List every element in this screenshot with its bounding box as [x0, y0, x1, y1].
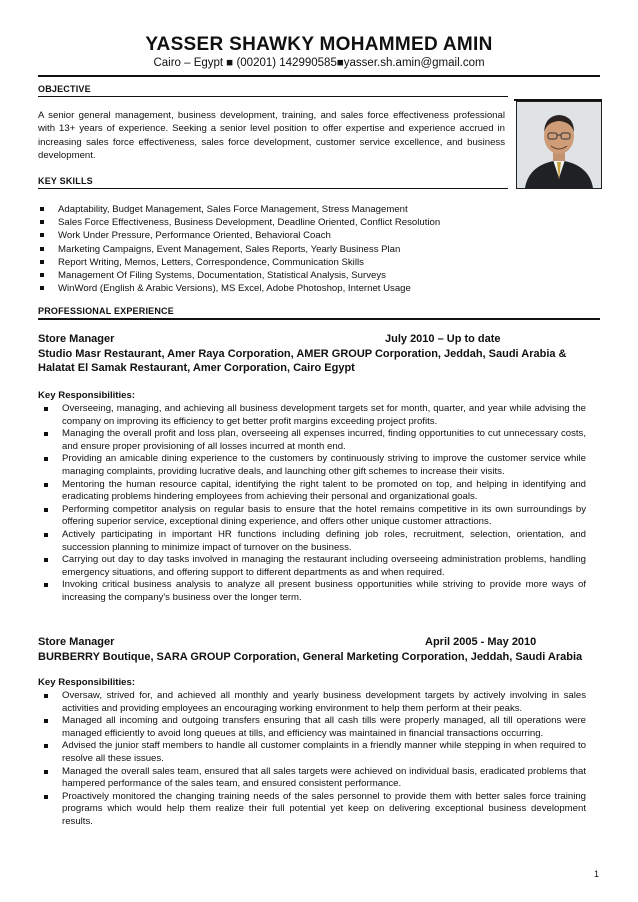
list-item: Report Writing, Memos, Letters, Correspondence, Communication Skills: [38, 256, 508, 269]
objective-text: A senior general management, business development, training, and sales force effectiveness professional with 13+ years of experience. Seeking a senior level position to offer expertise and experience accrued in increasing sales force effectiveness, sales force development, customer service excellence, and business development.: [38, 110, 505, 162]
objective-divider: [38, 96, 508, 97]
job-responsibilities: [38, 690, 586, 829]
bullet-icon: [44, 432, 48, 436]
bullet-icon: [40, 233, 44, 237]
bullet-icon: [44, 508, 48, 512]
job-dates: July 2010 – Up to date: [385, 333, 501, 345]
bullet-icon: [44, 407, 48, 411]
responsibilities-heading: Key Responsibilities:: [38, 677, 136, 688]
list-item: Overseeing, managing, and achieving all business development targets set for month, quarter, and year while advising the company on improving its efficiency to get better profit margins exceeding project profits.: [38, 403, 586, 428]
photo-frame-top: [514, 99, 602, 101]
header-divider: [38, 75, 600, 77]
list-item: Actively participating in important HR functions including defining job roles, recruitment, selection, orientation, and succession planning to minimize impact of turnover on the business.: [38, 529, 586, 554]
bullet-icon: [40, 220, 44, 224]
profile-photo: [516, 101, 602, 189]
bullet-icon: [40, 260, 44, 264]
experience-divider: [38, 318, 600, 320]
bullet-icon: [40, 207, 44, 211]
candidate-name: YASSER SHAWKY MOHAMMED AMIN: [145, 34, 493, 55]
list-item: Managing the overall profit and loss plan, overseeing all expenses incurred, finding opportunities to cut unnecessary costs, and ensure proper provisioning of all losses incurred at month end.: [38, 428, 586, 453]
contact-line: Cairo – Egypt ■ (00201) 142990585■yasser.sh.amin@gmail.com: [153, 57, 485, 69]
list-item: Invoking critical business analysis to analyze all present business opportunities while striving to provide more ways of increasing the company's business over the longer term.: [38, 579, 586, 604]
list-item: Managed the overall sales team, ensured that all sales targets were achieved on individual basis, eradicated problems that hampered performance of the sales team, and ensured consistent performance.: [38, 766, 586, 791]
job-company: BURBERRY Boutique, SARA GROUP Corporation, General Marketing Corporation, Jeddah, Saudi Arabia: [38, 651, 583, 663]
list-item: Advised the junior staff members to handle all customer complaints in a friendly manner while stepping in when required to resolve all these issues.: [38, 740, 586, 765]
bullet-icon: [44, 558, 48, 562]
bullet-icon: [44, 744, 48, 748]
list-item: Managed all incoming and outgoing transfers ensuring that all cash tills were properly managed, all till operations were managed efficiently to avoid long queues at tills, and efficiency was maintained in financial transactions occurring.: [38, 715, 586, 740]
list-item: Sales Force Effectiveness, Business Development, Deadline Oriented, Conflict Resolution: [38, 216, 508, 229]
bullet-icon: [44, 770, 48, 774]
list-item: Proactively monitored the changing training needs of the sales personnel to provide them with better sales force training programs which would help them realize their full potential yet keep on delivering exceptional business development results.: [38, 791, 586, 829]
bullet-icon: [40, 286, 44, 290]
job-title: Store Manager: [38, 333, 115, 345]
job-title: Store Manager: [38, 636, 115, 648]
list-item: Marketing Campaigns, Event Management, Sales Reports, Yearly Business Plan: [38, 243, 508, 256]
bullet-icon: [44, 719, 48, 723]
list-item: Oversaw, strived for, and achieved all monthly and yearly business development targets by actively involving in sales activities and providing employees an encouraging working environment to help them perform at their peaks.: [38, 690, 586, 715]
key-skills-list: [38, 203, 508, 295]
list-item: Performing competitor analysis on regular basis to ensure that the hotel remains competitive in its own surroundings by offering superior service, exceptional dining experience, and offers other unique customer attractions.: [38, 504, 586, 529]
page-number: 1: [594, 869, 600, 879]
bullet-icon: [44, 533, 48, 537]
experience-heading: PROFESSIONAL EXPERIENCE: [38, 306, 174, 316]
job-dates: April 2005 - May 2010: [425, 636, 537, 648]
objective-heading: OBJECTIVE: [38, 84, 91, 94]
bullet-icon: [40, 247, 44, 251]
list-item: Adaptability, Budget Management, Sales Force Management, Stress Management: [38, 203, 508, 216]
list-item: Providing an amicable dining experience to the customers by continuously striving to improve the customer service while managing complaints, providing lucrative deals, and launching other gift schemes to increase their visits.: [38, 453, 586, 478]
person-portrait-icon: [517, 102, 601, 188]
list-item: WinWord (English & Arabic Versions), MS Excel, Adobe Photoshop, Internet Usage: [38, 282, 508, 295]
bullet-icon: [44, 795, 48, 799]
list-item: Mentoring the human resource capital, identifying the right talent to be promoted on top, and helping in identifying and eradicating problems hindering employees from achieving their personal and organizational goals.: [38, 479, 586, 504]
bullet-icon: [44, 483, 48, 487]
job-company: Studio Masr Restaurant, Amer Raya Corporation, AMER GROUP Corporation, Jeddah, Saudi Arabia & Halatat El Samak Restaurant, Amer Corporation, Cairo Egypt: [38, 348, 567, 374]
key-skills-heading: KEY SKILLS: [38, 176, 93, 186]
bullet-icon: [44, 583, 48, 587]
key-skills-divider: [38, 188, 508, 189]
list-item: Carrying out day to day tasks involved in managing the restaurant including overseeing administration problems, handling emergency situations, and offering support to different departments as and when required.: [38, 554, 586, 579]
list-item: Management Of Filing Systems, Documentation, Statistical Analysis, Surveys: [38, 269, 508, 282]
bullet-icon: [40, 273, 44, 277]
job-responsibilities: [38, 403, 586, 605]
bullet-icon: [44, 457, 48, 461]
bullet-icon: [44, 694, 48, 698]
responsibilities-heading: Key Responsibilities:: [38, 390, 136, 401]
list-item: Work Under Pressure, Performance Oriented, Behavioral Coach: [38, 229, 508, 242]
